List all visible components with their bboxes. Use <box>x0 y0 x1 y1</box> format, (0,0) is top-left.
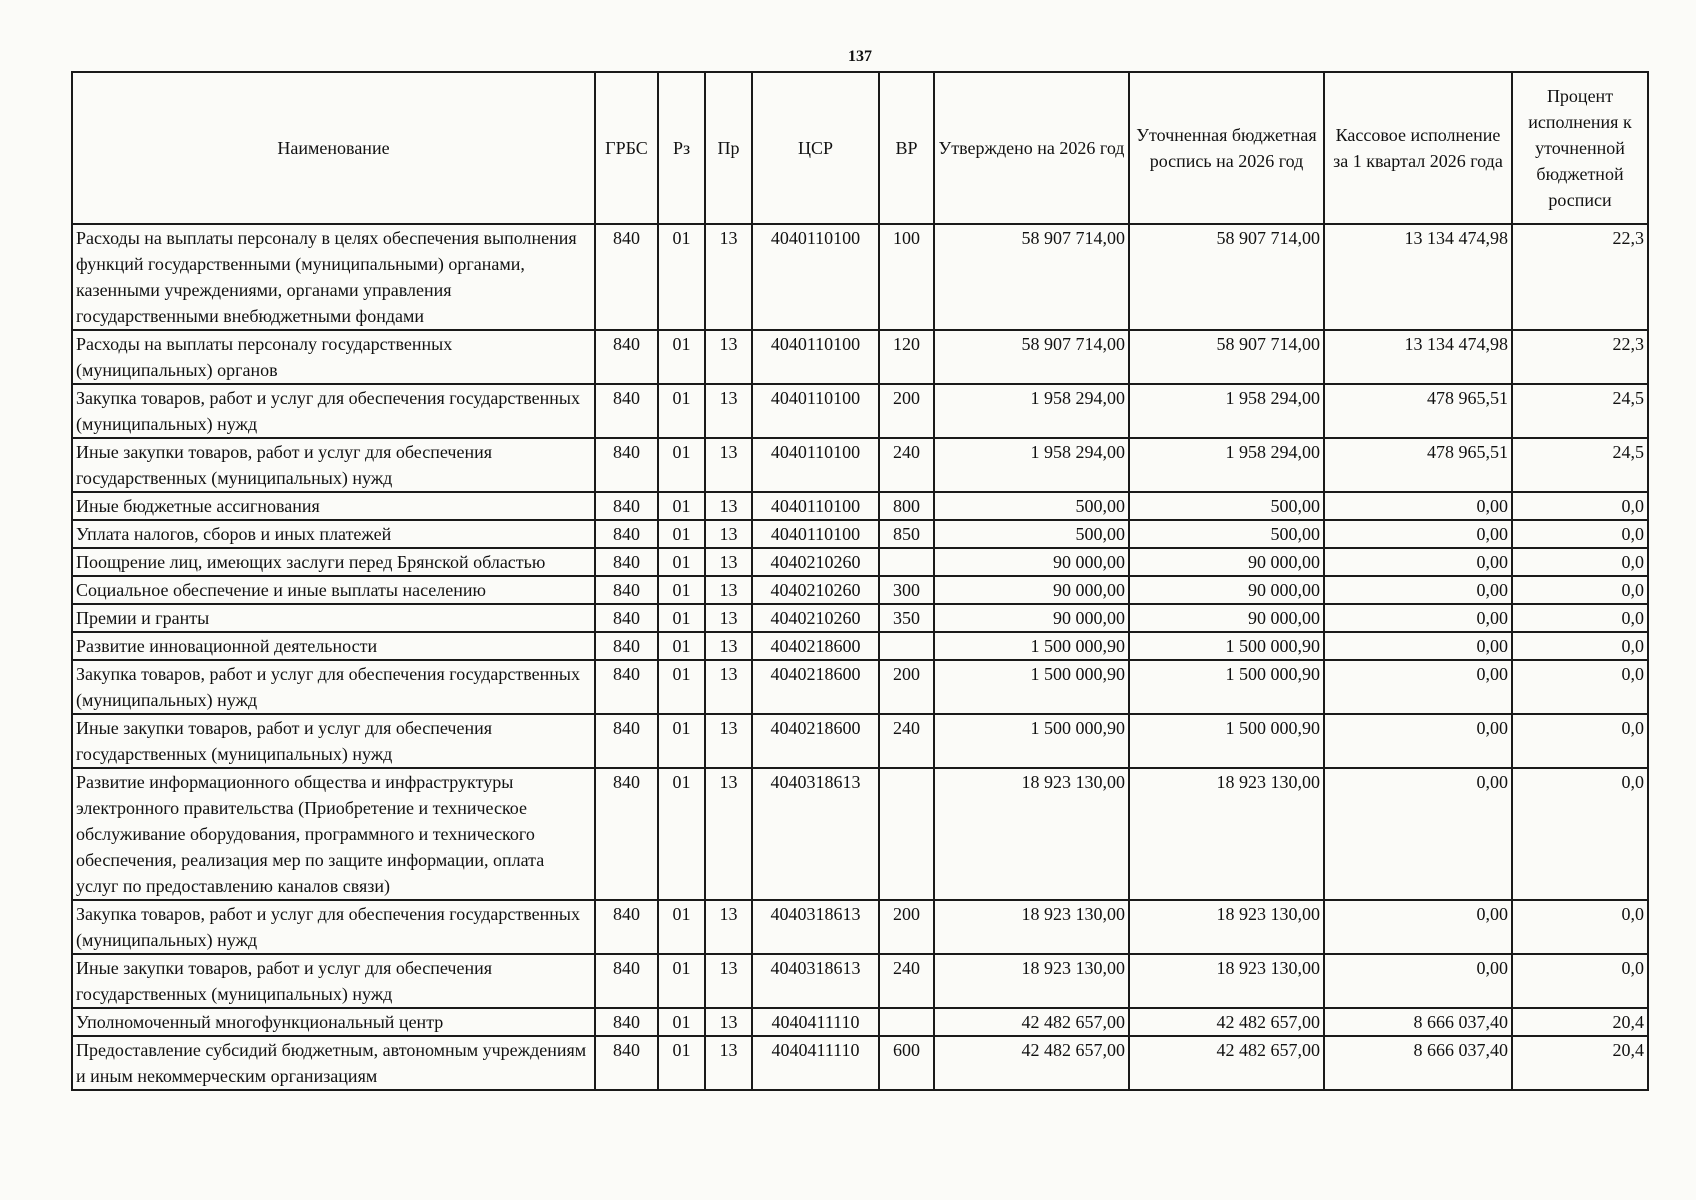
cell-cash: 0,00 <box>1324 520 1512 548</box>
header-approved: Утверждено на 2026 год <box>934 72 1129 224</box>
cell-pr: 13 <box>705 1008 752 1036</box>
cell-name: Расходы на выплаты персоналу государственных (муниципальных) органов <box>72 330 595 384</box>
cell-csr: 4040218600 <box>752 660 879 714</box>
cell-percent: 22,3 <box>1512 224 1648 330</box>
cell-grbs: 840 <box>595 576 658 604</box>
cell-refined: 18 923 130,00 <box>1129 900 1324 954</box>
table-row <box>72 520 1648 548</box>
cell-name: Уполномоченный многофункциональный центр <box>72 1008 595 1036</box>
cell-rz: 01 <box>658 900 705 954</box>
cell-cash: 0,00 <box>1324 714 1512 768</box>
cell-csr: 4040318613 <box>752 768 879 900</box>
table-row <box>72 1008 1648 1036</box>
cell-refined: 1 958 294,00 <box>1129 438 1324 492</box>
cell-refined: 18 923 130,00 <box>1129 768 1324 900</box>
cell-pr: 13 <box>705 660 752 714</box>
cell-vr <box>879 632 934 660</box>
cell-approved: 42 482 657,00 <box>934 1036 1129 1090</box>
cell-csr: 4040110100 <box>752 520 879 548</box>
cell-name: Иные закупки товаров, работ и услуг для обеспечения государственных (муниципальных) нужд <box>72 438 595 492</box>
cell-pr: 13 <box>705 768 752 900</box>
cell-name: Социальное обеспечение и иные выплаты населению <box>72 576 595 604</box>
table-row <box>72 954 1648 1008</box>
cell-rz: 01 <box>658 330 705 384</box>
cell-cash: 0,00 <box>1324 632 1512 660</box>
cell-pr: 13 <box>705 576 752 604</box>
budget-table <box>71 71 1649 1091</box>
cell-percent: 0,0 <box>1512 576 1648 604</box>
cell-cash: 0,00 <box>1324 900 1512 954</box>
header-rz: Рз <box>658 72 705 224</box>
cell-name: Расходы на выплаты персоналу в целях обеспечения выполнения функций государственными (муниципальными) органами, казенными учреждениями, органами управления государственными внебюджетными фондами <box>72 224 595 330</box>
cell-cash: 478 965,51 <box>1324 438 1512 492</box>
cell-approved: 500,00 <box>934 492 1129 520</box>
cell-pr: 13 <box>705 548 752 576</box>
cell-csr: 4040210260 <box>752 576 879 604</box>
cell-rz: 01 <box>658 520 705 548</box>
cell-pr: 13 <box>705 384 752 438</box>
cell-percent: 24,5 <box>1512 438 1648 492</box>
cell-refined: 500,00 <box>1129 492 1324 520</box>
cell-csr: 4040210260 <box>752 548 879 576</box>
cell-grbs: 840 <box>595 224 658 330</box>
cell-refined: 18 923 130,00 <box>1129 954 1324 1008</box>
cell-name: Иные бюджетные ассигнования <box>72 492 595 520</box>
cell-cash: 0,00 <box>1324 954 1512 1008</box>
cell-approved: 90 000,00 <box>934 548 1129 576</box>
cell-refined: 1 500 000,90 <box>1129 714 1324 768</box>
cell-rz: 01 <box>658 714 705 768</box>
cell-percent: 0,0 <box>1512 714 1648 768</box>
cell-pr: 13 <box>705 954 752 1008</box>
cell-csr: 4040210260 <box>752 604 879 632</box>
cell-approved: 500,00 <box>934 520 1129 548</box>
cell-cash: 0,00 <box>1324 660 1512 714</box>
cell-refined: 42 482 657,00 <box>1129 1008 1324 1036</box>
cell-approved: 18 923 130,00 <box>934 954 1129 1008</box>
table-row <box>72 224 1648 330</box>
cell-refined: 90 000,00 <box>1129 604 1324 632</box>
cell-name: Развитие информационного общества и инфраструктуры электронного правительства (Приобретение и техническое обслуживание оборудования, программного и технического обеспечения, реализация мер по защите информации, оплата услуг по предоставлению каналов связи) <box>72 768 595 900</box>
cell-grbs: 840 <box>595 330 658 384</box>
table-row <box>72 714 1648 768</box>
cell-name: Уплата налогов, сборов и иных платежей <box>72 520 595 548</box>
cell-cash: 0,00 <box>1324 576 1512 604</box>
cell-percent: 22,3 <box>1512 330 1648 384</box>
cell-csr: 4040110100 <box>752 492 879 520</box>
header-percent: Процент исполнения к уточненной бюджетной росписи <box>1512 72 1648 224</box>
cell-refined: 42 482 657,00 <box>1129 1036 1324 1090</box>
cell-refined: 58 907 714,00 <box>1129 330 1324 384</box>
cell-rz: 01 <box>658 492 705 520</box>
cell-name: Иные закупки товаров, работ и услуг для обеспечения государственных (муниципальных) нужд <box>72 714 595 768</box>
cell-vr: 800 <box>879 492 934 520</box>
cell-rz: 01 <box>658 1008 705 1036</box>
cell-percent: 24,5 <box>1512 384 1648 438</box>
cell-grbs: 840 <box>595 1036 658 1090</box>
cell-percent: 0,0 <box>1512 768 1648 900</box>
cell-grbs: 840 <box>595 1008 658 1036</box>
cell-name: Премии и гранты <box>72 604 595 632</box>
cell-rz: 01 <box>658 768 705 900</box>
cell-csr: 4040318613 <box>752 900 879 954</box>
table-row <box>72 438 1648 492</box>
cell-approved: 58 907 714,00 <box>934 330 1129 384</box>
cell-cash: 13 134 474,98 <box>1324 330 1512 384</box>
cell-pr: 13 <box>705 900 752 954</box>
cell-rz: 01 <box>658 548 705 576</box>
header-cash: Кассовое исполнение за 1 квартал 2026 года <box>1324 72 1512 224</box>
table-row <box>72 492 1648 520</box>
cell-percent: 0,0 <box>1512 492 1648 520</box>
cell-percent: 0,0 <box>1512 660 1648 714</box>
cell-rz: 01 <box>658 632 705 660</box>
cell-percent: 0,0 <box>1512 954 1648 1008</box>
cell-pr: 13 <box>705 330 752 384</box>
table-row <box>72 900 1648 954</box>
header-grbs: ГРБС <box>595 72 658 224</box>
header-csr: ЦСР <box>752 72 879 224</box>
cell-pr: 13 <box>705 604 752 632</box>
table-row <box>72 1036 1648 1090</box>
cell-rz: 01 <box>658 954 705 1008</box>
table-row <box>72 768 1648 900</box>
cell-refined: 1 958 294,00 <box>1129 384 1324 438</box>
cell-vr: 240 <box>879 954 934 1008</box>
cell-pr: 13 <box>705 1036 752 1090</box>
cell-csr: 4040411110 <box>752 1008 879 1036</box>
table-row <box>72 660 1648 714</box>
cell-cash: 0,00 <box>1324 604 1512 632</box>
cell-vr: 200 <box>879 384 934 438</box>
header-refined: Уточненная бюджетная роспись на 2026 год <box>1129 72 1324 224</box>
cell-name: Иные закупки товаров, работ и услуг для обеспечения государственных (муниципальных) нужд <box>72 954 595 1008</box>
cell-vr <box>879 548 934 576</box>
cell-csr: 4040218600 <box>752 632 879 660</box>
cell-grbs: 840 <box>595 954 658 1008</box>
cell-refined: 90 000,00 <box>1129 576 1324 604</box>
cell-vr: 200 <box>879 660 934 714</box>
cell-rz: 01 <box>658 438 705 492</box>
cell-vr <box>879 1008 934 1036</box>
cell-pr: 13 <box>705 714 752 768</box>
cell-name: Закупка товаров, работ и услуг для обеспечения государственных (муниципальных) нужд <box>72 660 595 714</box>
cell-cash: 0,00 <box>1324 768 1512 900</box>
cell-vr: 850 <box>879 520 934 548</box>
cell-rz: 01 <box>658 660 705 714</box>
cell-grbs: 840 <box>595 548 658 576</box>
cell-grbs: 840 <box>595 900 658 954</box>
cell-percent: 0,0 <box>1512 604 1648 632</box>
cell-approved: 90 000,00 <box>934 576 1129 604</box>
cell-vr: 240 <box>879 714 934 768</box>
cell-refined: 1 500 000,90 <box>1129 632 1324 660</box>
cell-approved: 1 958 294,00 <box>934 438 1129 492</box>
cell-name: Развитие инновационной деятельности <box>72 632 595 660</box>
cell-pr: 13 <box>705 632 752 660</box>
table-row <box>72 632 1648 660</box>
cell-vr: 120 <box>879 330 934 384</box>
table-row <box>72 384 1648 438</box>
table-row <box>72 604 1648 632</box>
cell-csr: 4040318613 <box>752 954 879 1008</box>
cell-refined: 1 500 000,90 <box>1129 660 1324 714</box>
page-number: 137 <box>848 48 872 65</box>
cell-name: Предоставление субсидий бюджетным, автономным учреждениям и иным некоммерческим организациям <box>72 1036 595 1090</box>
cell-approved: 1 958 294,00 <box>934 384 1129 438</box>
cell-csr: 4040110100 <box>752 384 879 438</box>
cell-cash: 13 134 474,98 <box>1324 224 1512 330</box>
cell-approved: 58 907 714,00 <box>934 224 1129 330</box>
cell-rz: 01 <box>658 224 705 330</box>
cell-grbs: 840 <box>595 660 658 714</box>
cell-pr: 13 <box>705 224 752 330</box>
cell-percent: 20,4 <box>1512 1036 1648 1090</box>
table-row <box>72 548 1648 576</box>
cell-csr: 4040218600 <box>752 714 879 768</box>
cell-csr: 4040110100 <box>752 224 879 330</box>
cell-approved: 1 500 000,90 <box>934 632 1129 660</box>
cell-approved: 18 923 130,00 <box>934 768 1129 900</box>
cell-grbs: 840 <box>595 714 658 768</box>
cell-rz: 01 <box>658 576 705 604</box>
cell-vr: 300 <box>879 576 934 604</box>
cell-approved: 1 500 000,90 <box>934 714 1129 768</box>
cell-percent: 0,0 <box>1512 632 1648 660</box>
cell-grbs: 840 <box>595 492 658 520</box>
cell-percent: 0,0 <box>1512 900 1648 954</box>
cell-name: Поощрение лиц, имеющих заслуги перед Брянской областью <box>72 548 595 576</box>
header-row <box>72 72 1648 224</box>
cell-cash: 0,00 <box>1324 548 1512 576</box>
cell-approved: 42 482 657,00 <box>934 1008 1129 1036</box>
cell-grbs: 840 <box>595 632 658 660</box>
cell-vr: 600 <box>879 1036 934 1090</box>
cell-csr: 4040110100 <box>752 330 879 384</box>
cell-grbs: 840 <box>595 384 658 438</box>
cell-grbs: 840 <box>595 520 658 548</box>
cell-percent: 0,0 <box>1512 548 1648 576</box>
cell-vr <box>879 768 934 900</box>
cell-approved: 1 500 000,90 <box>934 660 1129 714</box>
cell-grbs: 840 <box>595 604 658 632</box>
cell-refined: 500,00 <box>1129 520 1324 548</box>
cell-rz: 01 <box>658 604 705 632</box>
cell-vr: 100 <box>879 224 934 330</box>
table-body <box>72 224 1648 1090</box>
cell-grbs: 840 <box>595 438 658 492</box>
header-vr: ВР <box>879 72 934 224</box>
cell-refined: 58 907 714,00 <box>1129 224 1324 330</box>
cell-name: Закупка товаров, работ и услуг для обеспечения государственных (муниципальных) нужд <box>72 900 595 954</box>
cell-cash: 0,00 <box>1324 492 1512 520</box>
cell-approved: 90 000,00 <box>934 604 1129 632</box>
cell-approved: 18 923 130,00 <box>934 900 1129 954</box>
cell-cash: 8 666 037,40 <box>1324 1036 1512 1090</box>
cell-rz: 01 <box>658 384 705 438</box>
cell-refined: 90 000,00 <box>1129 548 1324 576</box>
cell-pr: 13 <box>705 438 752 492</box>
cell-cash: 478 965,51 <box>1324 384 1512 438</box>
cell-vr: 240 <box>879 438 934 492</box>
cell-percent: 20,4 <box>1512 1008 1648 1036</box>
cell-rz: 01 <box>658 1036 705 1090</box>
cell-csr: 4040110100 <box>752 438 879 492</box>
table-row <box>72 576 1648 604</box>
cell-cash: 8 666 037,40 <box>1324 1008 1512 1036</box>
cell-grbs: 840 <box>595 768 658 900</box>
header-name: Наименование <box>72 72 595 224</box>
cell-pr: 13 <box>705 520 752 548</box>
cell-vr: 350 <box>879 604 934 632</box>
cell-csr: 4040411110 <box>752 1036 879 1090</box>
cell-percent: 0,0 <box>1512 520 1648 548</box>
cell-name: Закупка товаров, работ и услуг для обеспечения государственных (муниципальных) нужд <box>72 384 595 438</box>
header-pr: Пр <box>705 72 752 224</box>
cell-pr: 13 <box>705 492 752 520</box>
cell-vr: 200 <box>879 900 934 954</box>
table-row <box>72 330 1648 384</box>
